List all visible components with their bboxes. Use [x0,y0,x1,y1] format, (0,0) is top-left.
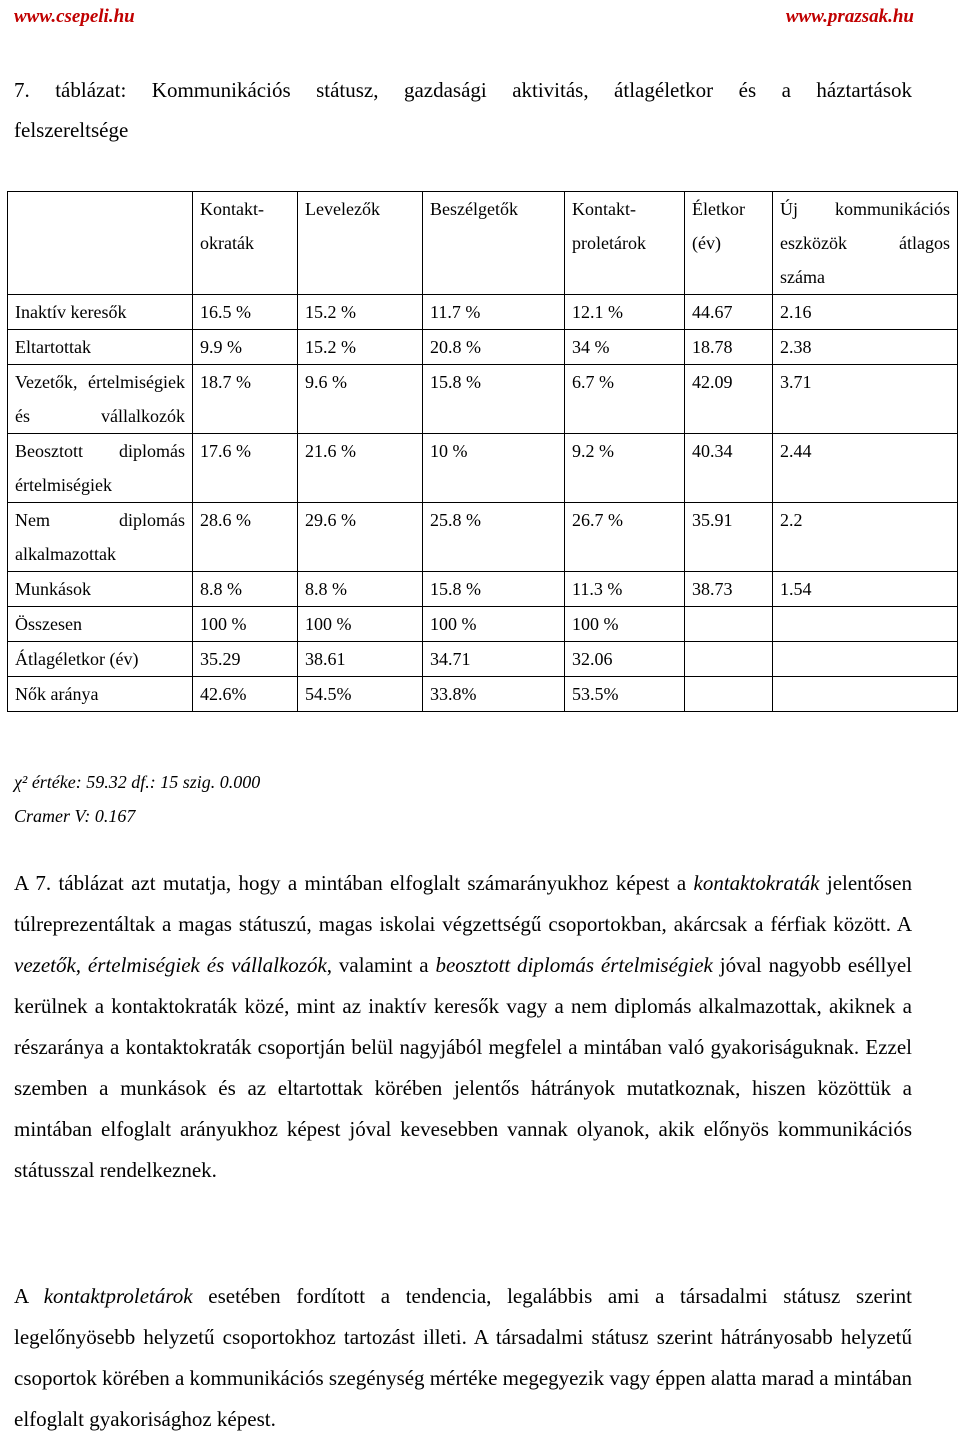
table-cell: 100 % [423,607,565,642]
data-table [7,191,958,712]
table-cell: 40.34 [685,434,773,503]
table-cell: 100 % [193,607,298,642]
table-cell: 44.67 [685,295,773,330]
table-cell: 38.61 [298,642,423,677]
table-cell: 54.5% [298,677,423,712]
p1-text-3: , valamint a [326,953,436,977]
p1-italic-2: vezetők, értelmiségiek és vállalkozók [14,953,327,977]
table-title [14,70,912,150]
row-label: Beosztott diplomás értelmiségiek [8,434,193,503]
header-cell: Életkor (év) [685,192,773,295]
table-cell: 21.6 % [298,434,423,503]
table-title-line1: 7. táblázat: Kommunikációs státusz, gazdasági aktivitás, átlagéletkor és a háztartások [14,78,912,102]
table-row [8,365,958,434]
row-label: Eltartottak [8,330,193,365]
table-cell: 35.91 [685,503,773,572]
row-label: Inaktív keresők [8,295,193,330]
table-cell: 32.06 [565,642,685,677]
table-cell: 26.7 % [565,503,685,572]
body-paragraph-1 [14,863,912,1191]
header-cell: Új kommunikációs eszközök átlagos száma [773,192,958,295]
table-row [8,677,958,712]
table-cell: 9.6 % [298,365,423,434]
p1-text-4: jóval nagyobb eséllyel kerülnek a kontaktokraták közé, mint az inaktív keresők vagy a nem diplomás alkalmazottak, akiknek a részaránya a kontaktokraták csoportján belül nagyjából megfelel a mintában való gyakoriságuknak. Ezzel szemben a munkások és az eltartottak körében jelentős hátrányok mutatkoznak, hiszen közöttük a mintában elfoglalt arányukhoz képest jóval kevesebben vannak olyanok, akik előnyös kommunikációs státusszal rendelkeznek. [14,953,912,1182]
header-link-right[interactable]: www.prazsak.hu [785,6,914,27]
table-row [8,642,958,677]
table-cell [773,607,958,642]
table-cell: 28.6 % [193,503,298,572]
p1-italic-3: beosztott diplomás értelmiségiek [435,953,713,977]
table-row [8,572,958,607]
table-cell: 10 % [423,434,565,503]
table-cell: 3.71 [773,365,958,434]
p2-italic-1: kontaktproletárok [43,1284,193,1308]
table-cell: 34.71 [423,642,565,677]
table-cell: 2.38 [773,330,958,365]
table-title-line2: felszereltsége [14,118,129,142]
table-row [8,295,958,330]
table-cell: 9.9 % [193,330,298,365]
table-row [8,330,958,365]
table-cell: 18.7 % [193,365,298,434]
row-label: Nők aránya [8,677,193,712]
row-label: Összesen [8,607,193,642]
p2-text-2: esetében fordított a tendencia, legalábbis ami a társadalmi státusz szerint legelőnyösebb helyzetű csoportokhoz tartozást illeti. A társadalmi státusz szerint hátrányosabb helyzetű csoportok körében a kommunikációs szegénység mértéke megegyezik vagy éppen alatta marad a mintában elfoglalt gyakorisághoz képest. [14,1284,912,1431]
header-cell: Levelezők [298,192,423,295]
table-cell: 12.1 % [565,295,685,330]
table-cell: 25.8 % [423,503,565,572]
table-cell [685,607,773,642]
table-cell: 17.6 % [193,434,298,503]
table-cell: 11.7 % [423,295,565,330]
header-cell [8,192,193,295]
table-cell: 11.3 % [565,572,685,607]
header-link-left[interactable]: www.csepeli.hu [14,6,135,27]
table-row [8,503,958,572]
table-cell: 15.8 % [423,572,565,607]
table-cell: 42.09 [685,365,773,434]
table-cell: 35.29 [193,642,298,677]
table-cell: 34 % [565,330,685,365]
cramer-v-line: Cramer V: 0.167 [14,806,136,826]
table-row [8,434,958,503]
table-cell: 33.8% [423,677,565,712]
table-cell: 2.44 [773,434,958,503]
table-cell: 20.8 % [423,330,565,365]
table-cell: 15.2 % [298,330,423,365]
table-cell: 16.5 % [193,295,298,330]
table-cell: 9.2 % [565,434,685,503]
row-label: Átlagéletkor (év) [8,642,193,677]
table-cell [773,642,958,677]
table-cell: 100 % [298,607,423,642]
row-label: Nem diplomás alkalmazottak [8,503,193,572]
table-cell: 6.7 % [565,365,685,434]
header-cell: Kontakt- okraták [193,192,298,295]
table-cell: 29.6 % [298,503,423,572]
table-header-row [8,192,958,295]
table-cell: 2.16 [773,295,958,330]
table-cell [685,642,773,677]
table-cell: 1.54 [773,572,958,607]
table-cell: 8.8 % [193,572,298,607]
table-cell: 8.8 % [298,572,423,607]
statistics-note [14,765,260,833]
table-cell: 18.78 [685,330,773,365]
table-cell: 15.2 % [298,295,423,330]
p1-text-1: A 7. táblázat azt mutatja, hogy a mintában elfoglalt számarányukhoz képest a [14,871,694,895]
table-cell: 38.73 [685,572,773,607]
table-cell: 100 % [565,607,685,642]
table-cell: 42.6% [193,677,298,712]
p1-text-2: jelentősen túlreprezentáltak a magas státuszú, magas iskolai végzettségű csoportokban, akárcsak a férfiak között. A [14,871,912,936]
table-cell [685,677,773,712]
header-cell: Beszélgetők [423,192,565,295]
p1-italic-1: kontaktokraták [693,871,820,895]
table-cell: 53.5% [565,677,685,712]
table-cell: 2.2 [773,503,958,572]
chi-square-line: χ² értéke: 59.32 df.: 15 szig. 0.000 [14,772,261,792]
table-cell [773,677,958,712]
row-label: Vezetők, értelmiségiek és vállalkozók [8,365,193,434]
table-row [8,607,958,642]
body-paragraph-2 [14,1276,912,1440]
p2-text-1: A [14,1284,44,1308]
table-cell: 15.8 % [423,365,565,434]
header-cell: Kontakt- proletárok [565,192,685,295]
row-label: Munkások [8,572,193,607]
